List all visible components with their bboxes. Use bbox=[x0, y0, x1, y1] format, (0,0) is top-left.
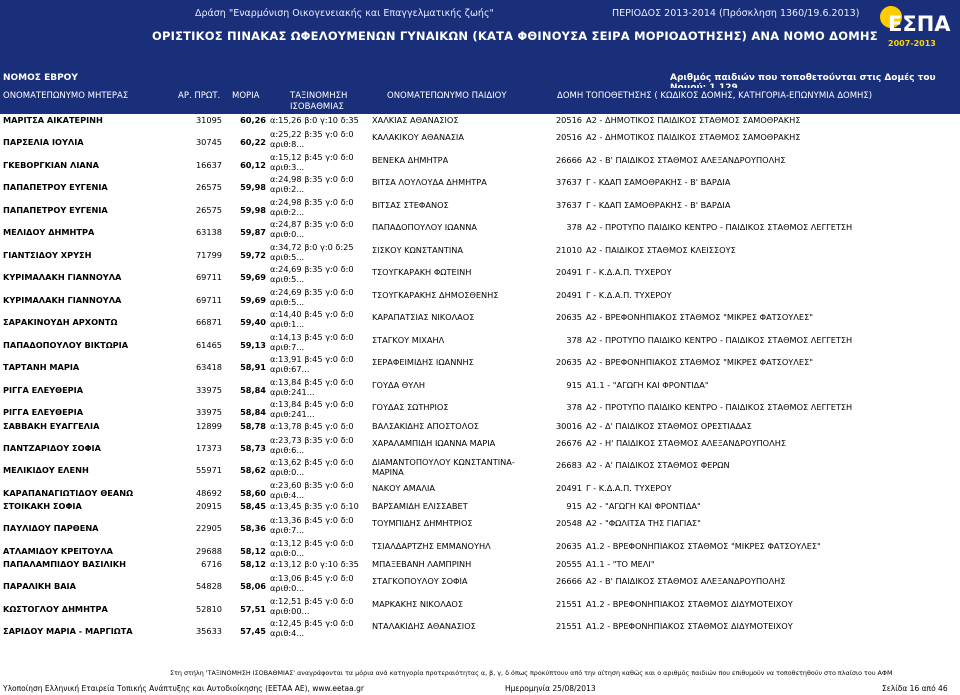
structure-code: 378 bbox=[566, 334, 582, 345]
structure-name: Γ - Κ.Δ.Α.Π. ΤΥΧΕΡΟΥ bbox=[586, 267, 672, 277]
mother-name: ΚΩΣΤΟΓΛΟΥ ΔΗΜΗΤΡΑ bbox=[3, 603, 108, 614]
child-name: ΣΙΣΚΟΥ ΚΩΝΣΤΑΝΤΙΝΑ bbox=[372, 244, 463, 255]
ranking-line-2: αριθ:67... bbox=[270, 364, 310, 374]
mother-name: ΑΤΛΑΜΙΔΟΥ ΚΡΕΙΤΟΥΛΑ bbox=[3, 545, 113, 556]
child-name: ΣΤΑΓΚΟΥ ΜΙΧΑΗΛ bbox=[372, 334, 445, 345]
structure-name: Α2 - Η' ΠΑΙΔΙΚΟΣ ΣΤΑΘΜΟΣ ΑΛΕΞΑΝΔΡΟΥΠΟΛΗΣ bbox=[586, 437, 787, 448]
column-headers bbox=[0, 88, 960, 114]
ranking-line-2: αριθ:00... bbox=[270, 605, 310, 616]
child-name: ΜΑΡΚΑΚΗΣ ΝΙΚΟΛΑΟΣ bbox=[372, 598, 464, 609]
ranking-line-2: αριθ:2... bbox=[270, 184, 305, 194]
col-ranking-1: ΤΑΞΙΝΟΜΗΣΗ bbox=[290, 91, 348, 101]
structure-name: Α2 - ΠΑΙΔΙΚΟΣ ΣΤΑΘΜΟΣ ΚΛΕΙΣΣΟΥΣ bbox=[586, 244, 736, 255]
ranking-line-1: α:24,98 β:35 γ:0 δ:0 bbox=[270, 196, 354, 207]
mother-name: ΜΑΡΙΤΣΑ ΑΙΚΑΤΕΡΙΝΗ bbox=[3, 115, 103, 125]
protocol-number: 29688 bbox=[195, 545, 222, 556]
child-name: ΤΣΟΥΓΚΑΡΑΚΗΣ ΔΗΜΟΣΘΕΝΗΣ bbox=[372, 289, 499, 300]
structure-code: 20635 bbox=[555, 540, 582, 551]
table-row bbox=[0, 594, 960, 617]
score: 59,87 bbox=[240, 227, 266, 237]
structure-name: Α2 - ΔΗΜΟΤΙΚΟΣ ΠΑΙΔΙΚΟΣ ΣΤΑΘΜΟΣ ΣΑΜΟΘΡΑΚΗΣ bbox=[586, 115, 801, 125]
mother-name: ΚΥΡΙΜΑΛΑΚΗ ΓΙΑΝΝΟΥΛΑ bbox=[3, 272, 122, 282]
table-row bbox=[0, 558, 960, 571]
score: 58,06 bbox=[240, 581, 266, 591]
ranking-line-2: αριθ:1... bbox=[270, 319, 305, 329]
ranking-line-1: α:13,06 β:45 γ:0 δ:0 bbox=[270, 573, 354, 583]
ranking-line-1: α:12,51 β:45 γ:0 δ:0 bbox=[270, 595, 354, 606]
structure-name: Γ - ΚΔΑΠ ΣΑΜΟΘΡΑΚΗΣ - Β' ΒΑΡΔΙΑ bbox=[586, 199, 731, 210]
structure-code: 21010 bbox=[555, 244, 582, 255]
page-title: ΟΡΙΣΤΙΚΟΣ ΠΙΝΑΚΑΣ ΩΦΕΛΟΥΜΕΝΩΝ ΓΥΝΑΙΚΩΝ (ΚΑΤΑ ΦΘΙΝΟΥΣΑ ΣΕΙΡΑ ΜΟΡΙΟΔΟΤΗΣΗΣ) ΑΝΑ ΝΟΜΟ ΔΟΜΗΣ bbox=[152, 29, 878, 43]
child-name: ΤΟΥΜΠΙΔΗΣ ΔΗΜΗΤΡΙΟΣ bbox=[372, 518, 473, 528]
protocol-number: 52810 bbox=[195, 603, 222, 614]
ranking-line-1: α:14,13 β:45 γ:0 δ:0 bbox=[270, 331, 354, 342]
mother-name: ΠΑΠΑΛΑΜΠΙΔΟΥ ΒΑΣΙΛΙΚΗ bbox=[3, 559, 126, 569]
ranking-line-1: α:13,84 β:45 γ:0 δ:0 bbox=[270, 376, 354, 387]
score: 60,26 bbox=[240, 115, 266, 125]
table-row bbox=[0, 478, 960, 501]
score: 58,62 bbox=[240, 465, 266, 475]
mother-name: ΠΑΥΛΙΔΟΥ ΠΑΡΘΕΝΑ bbox=[3, 523, 99, 533]
footer-note: Στη στήλη 'ΤΑΞΙΝΟΜΗΣΗ ΙΣΟΒΑΘΜΙΑΣ' αναγράφονται τα μόρια ανά κατηγορία προτεραιότητας α, β, γ, δ όπως προκύπτουν από την αίτηση καθώς και ο αριθμός παιδιών που επιθυμούν να τοποθετηθούν στο πλαίσιο του ΑΦΜ bbox=[170, 669, 893, 677]
structure-name: Α2 - Β' ΠΑΙΔΙΚΟΣ ΣΤΑΘΜΟΣ ΑΛΕΞΑΝΔΡΟΥΠΟΛΗΣ bbox=[586, 576, 786, 586]
child-name: ΤΣΟΥΓΚΑΡΑΚΗ ΦΩΤΕΙΝΗ bbox=[372, 267, 472, 277]
protocol-number: 55971 bbox=[195, 465, 222, 475]
structure-name: Α1.1 - "ΤΟ ΜΕΛΙ" bbox=[586, 559, 655, 569]
protocol-number: 48692 bbox=[195, 487, 222, 498]
mother-name: ΜΕΛΙΚΙΔΟΥ ΕΛΕΝΗ bbox=[3, 465, 89, 475]
score: 58,12 bbox=[240, 545, 266, 556]
structure-name: Α2 - ΔΗΜΟΤΙΚΟΣ ΠΑΙΔΙΚΟΣ ΣΤΑΘΜΟΣ ΣΑΜΟΘΡΑΚΗΣ bbox=[586, 132, 801, 142]
structure-code: 915 bbox=[566, 501, 582, 511]
structure-code: 37637 bbox=[555, 177, 582, 187]
structure-code: 20516 bbox=[555, 132, 582, 142]
ranking-line-2: αριθ:0... bbox=[270, 229, 305, 239]
structure-code: 378 bbox=[566, 222, 582, 232]
score: 59,98 bbox=[240, 182, 266, 192]
footer-company: Υλοποίηση Ελληνική Εταιρεία Τοπικής Ανάπτυξης και Αυτοδιοίκησης (ΕΕΤΑΑ ΑΕ), www.eetaa.gr bbox=[3, 684, 364, 693]
score: 59,98 bbox=[240, 204, 266, 215]
child-name: ΣΤΑΓΚΟΠΟΥΛΟΥ ΣΟΦΙΑ bbox=[372, 576, 468, 586]
protocol-number: 54828 bbox=[195, 581, 222, 591]
ranking-line-2: αριθ:7... bbox=[270, 341, 305, 352]
table-row bbox=[0, 114, 960, 127]
score: 58,36 bbox=[240, 523, 266, 533]
table-row bbox=[0, 513, 960, 536]
ranking-line-1: α:23,73 β:35 γ:0 δ:0 bbox=[270, 434, 354, 445]
score: 59,13 bbox=[240, 339, 266, 350]
table-row bbox=[0, 330, 960, 353]
structure-name: Α1.2 - ΒΡΕΦΟΝΗΠΙΑΚΟΣ ΣΤΑΘΜΟΣ ΔΙΔΥΜΟΤΕΙΧΟΥ bbox=[586, 621, 793, 631]
structure-code: 26666 bbox=[555, 154, 582, 165]
ranking-line-2: αριθ:8... bbox=[270, 139, 305, 149]
espa-logo-years: 2007-2013 bbox=[888, 39, 936, 48]
structure-code: 30016 bbox=[555, 420, 582, 431]
table-row bbox=[0, 195, 960, 218]
score: 59,69 bbox=[240, 272, 266, 282]
ranking-line-1: α:13,12 β:0 γ:10 δ:35 bbox=[270, 559, 359, 569]
child-name: ΓΟΥΔΑ ΘΥΛΗ bbox=[372, 379, 426, 390]
ranking-line-2: αριθ:0... bbox=[270, 583, 305, 593]
child-name: ΧΑΛΚΙΑΣ ΑΘΑΝΑΣΙΟΣ bbox=[372, 115, 459, 125]
structure-name: Α2 - Β' ΠΑΙΔΙΚΟΣ ΣΤΑΘΜΟΣ ΑΛΕΞΑΝΔΡΟΥΠΟΛΗΣ bbox=[586, 154, 786, 165]
ranking-line-1: α:13,62 β:45 γ:0 δ:0 bbox=[270, 457, 354, 467]
protocol-number: 6716 bbox=[201, 559, 222, 569]
child-name: ΜΠΑΞΕΒΑΝΗ ΛΑΜΠΡΙΝΗ bbox=[372, 559, 472, 569]
ranking-line-1: α:13,36 β:45 γ:0 δ:0 bbox=[270, 515, 354, 525]
structure-name: Α1.2 - ΒΡΕΦΟΝΗΠΙΑΚΟΣ ΣΤΑΘΜΟΣ "ΜΙΚΡΕΣ ΦΑΤΣΟΥΛΕΣ" bbox=[586, 540, 821, 551]
structure-code: 26666 bbox=[555, 576, 582, 586]
protocol-number: 26575 bbox=[195, 182, 222, 192]
mother-name: ΣΑΡΑΚΙΝΟΥΔΗ ΑΡΧΟΝΤΩ bbox=[3, 317, 118, 327]
child-name: ΒΕΝΕΚΑ ΔΗΜΗΤΡΑ bbox=[372, 154, 449, 165]
child-name: ΤΣΙΑΛΔΑΡΤΖΗΣ ΕΜΜΑΝΟΥΗΛ bbox=[372, 540, 491, 551]
ranking-line-1: α:13,45 β:35 γ:0 δ:10 bbox=[270, 501, 359, 511]
ranking-line-2: αριθ:7... bbox=[270, 525, 305, 535]
period-title: ΠΕΡΙΟΔΟΣ 2013-2014 (Πρόσκληση 1360/19.6.2013) bbox=[612, 8, 860, 19]
table-row bbox=[0, 127, 960, 150]
child-name: ΒΙΤΣΑ ΛΟΥΛΟΥΔΑ ΔΗΜΗΤΡΑ bbox=[372, 177, 487, 187]
espa-logo bbox=[880, 6, 954, 62]
ranking-line-1: α:15,12 β:45 γ:0 δ:0 bbox=[270, 151, 354, 162]
structure-code: 21551 bbox=[555, 621, 582, 631]
table-row bbox=[0, 307, 960, 330]
protocol-number: 16637 bbox=[195, 159, 222, 170]
ranking-line-2: αριθ:3... bbox=[270, 161, 305, 172]
table-row bbox=[0, 375, 960, 398]
ranking-line-2: αριθ:5... bbox=[270, 274, 305, 284]
score: 59,69 bbox=[240, 294, 266, 305]
score: 59,40 bbox=[240, 317, 266, 327]
structure-code: 26683 bbox=[555, 460, 582, 470]
child-name: ΧΑΡΑΛΑΜΠΙΔΗ ΙΩΑΝΝΑ ΜΑΡΙΑ bbox=[372, 437, 496, 448]
col-structure: ΔΟΜΗ ΤΟΠΟΘΕΤΗΣΗΣ ( ΚΩΔΙΚΟΣ ΔΟΜΗΣ, ΚΑΤΗΓΟΡΙΑ-ΕΠΩΝΥΜΙΑ ΔΟΜΗΣ) bbox=[557, 91, 873, 101]
ranking-line-1: α:34,72 β:0 γ:0 δ:25 bbox=[270, 241, 354, 252]
structure-name: Α2 - ΠΡΟΤΥΠΟ ΠΑΙΔΙΚΟ ΚΕΝΤΡΟ - ΠΑΙΔΙΚΟΣ ΣΤΑΘΜΟΣ ΛΕΓΓΕΤΣΗ bbox=[586, 402, 853, 412]
col-score: ΜΟΡΙΑ bbox=[232, 91, 260, 101]
prefecture-label: ΝΟΜΟΣ ΕΒΡΟΥ bbox=[3, 73, 78, 83]
table-row bbox=[0, 240, 960, 263]
ranking-line-1: α:13,84 β:45 γ:0 δ:0 bbox=[270, 399, 354, 409]
ranking-line-2: αριθ:5... bbox=[270, 251, 305, 262]
structure-name: Α2 - "ΦΩΛΙΤΣΑ ΤΗΣ ΓΙΑΓΙΑΣ" bbox=[586, 518, 701, 528]
structure-code: 20635 bbox=[555, 357, 582, 367]
footer-page-number: Σελίδα 16 από 46 bbox=[882, 684, 948, 693]
child-name: ΠΑΠΑΔΟΠΟΥΛΟΥ ΙΩΑΝΝΑ bbox=[372, 222, 477, 232]
structure-name: Α2 - ΒΡΕΦΟΝΗΠΙΑΚΟΣ ΣΤΑΘΜΟΣ "ΜΙΚΡΕΣ ΦΑΤΣΟΥΛΕΣ" bbox=[586, 357, 814, 367]
structure-code: 20635 bbox=[555, 312, 582, 322]
mother-name: ΣΤΟΙΚΑΚΗ ΣΟΦΙΑ bbox=[3, 501, 82, 511]
ranking-line-1: α:24,69 β:35 γ:0 δ:0 bbox=[270, 264, 354, 274]
ranking-line-1: α:24,87 β:35 γ:0 δ:0 bbox=[270, 219, 354, 229]
structure-name: Α2 - ΠΡΟΤΥΠΟ ΠΑΙΔΙΚΟ ΚΕΝΤΡΟ - ΠΑΙΔΙΚΟΣ ΣΤΑΘΜΟΣ ΛΕΓΓΕΤΣΗ bbox=[586, 222, 853, 232]
espa-logo-text: ΕΣΠΑ bbox=[888, 12, 951, 36]
col-ranking-2: ΙΣΟΒΑΘΜΙΑΣ bbox=[290, 102, 344, 112]
structure-code: 20555 bbox=[555, 559, 582, 569]
mother-name: ΠΑΠΑΠΕΤΡΟΥ ΕΥΓΕΝΙΑ bbox=[3, 204, 108, 215]
structure-name: Α1.1 - "ΑΓΩΓΗ ΚΑΙ ΦΡΟΝΤΙΔΑ" bbox=[586, 379, 709, 390]
ranking-line-1: α:23,60 β:35 γ:0 δ:0 bbox=[270, 479, 354, 490]
ranking-line-1: α:24,69 β:35 γ:0 δ:0 bbox=[270, 286, 354, 297]
table-row bbox=[0, 571, 960, 594]
table-row bbox=[0, 352, 960, 375]
score: 58,84 bbox=[240, 407, 266, 417]
child-name: ΚΑΡΑΠΑΤΣΙΑΣ ΝΙΚΟΛΑΟΣ bbox=[372, 312, 475, 322]
mother-name: ΚΑΡΑΠΑΝΑΓΙΩΤΙΔΟΥ ΘΕΑΝΩ bbox=[3, 487, 134, 498]
structure-code: 20491 bbox=[555, 267, 582, 277]
score: 58,60 bbox=[240, 487, 266, 498]
table-row bbox=[0, 433, 960, 456]
table-row bbox=[0, 420, 960, 433]
table-row bbox=[0, 397, 960, 420]
col-child: ΟΝΟΜΑΤΕΠΩΝΥΜΟ ΠΑΙΔΙΟΥ bbox=[387, 91, 507, 101]
protocol-number: 22905 bbox=[195, 523, 222, 533]
table-row bbox=[0, 500, 960, 513]
ranking-line-1: α:14,40 β:45 γ:0 δ:0 bbox=[270, 309, 354, 319]
ranking-line-1: α:25,22 β:35 γ:0 δ:0 bbox=[270, 129, 354, 139]
child-name: ΝΑΚΟΥ ΑΜΑΛΙΑ bbox=[372, 482, 436, 493]
ranking-line-2: αριθ:0... bbox=[270, 547, 305, 558]
ranking-line-2: αριθ:241... bbox=[270, 386, 315, 397]
mother-name: ΠΑΡΑΛΙΚΗ ΒΑΙΑ bbox=[3, 581, 76, 591]
child-name: ΒΙΤΣΑΣ ΣΤΕΦΑΝΟΣ bbox=[372, 199, 449, 210]
table-row bbox=[0, 536, 960, 559]
protocol-number: 63138 bbox=[195, 227, 222, 237]
score: 58,73 bbox=[240, 442, 266, 453]
page-footer bbox=[0, 667, 960, 695]
structure-name: Γ - ΚΔΑΠ ΣΑΜΟΘΡΑΚΗΣ - Β' ΒΑΡΔΙΑ bbox=[586, 177, 731, 187]
protocol-number: 63418 bbox=[195, 362, 222, 372]
protocol-number: 33975 bbox=[195, 384, 222, 395]
mother-name: ΣΑΡΙΔΟΥ ΜΑΡΙΑ - ΜΑΡΓΙΩΤΑ bbox=[3, 626, 133, 636]
project-title: Δράση "Εναρμόνιση Οικογενειακής και Επαγγελματικής ζωής" bbox=[195, 8, 494, 19]
score: 60,22 bbox=[240, 137, 266, 147]
structure-name: Α2 - "ΑΓΩΓΗ ΚΑΙ ΦΡΟΝΤΙΔΑ" bbox=[586, 501, 701, 511]
structure-code: 21551 bbox=[555, 598, 582, 609]
child-name: ΝΤΑΛΑΚΙΔΗΣ ΑΘΑΝΑΣΙΟΣ bbox=[372, 621, 476, 631]
mother-name: ΡΙΓΓΑ ΕΛΕΥΘΕΡΙΑ bbox=[3, 407, 84, 417]
ranking-line-2: αριθ:2... bbox=[270, 206, 305, 217]
ranking-line-1: α:13,12 β:45 γ:0 δ:0 bbox=[270, 537, 354, 548]
ranking-line-1: α:24,98 β:35 γ:0 δ:0 bbox=[270, 174, 354, 184]
protocol-number: 17373 bbox=[195, 442, 222, 453]
protocol-number: 35633 bbox=[195, 626, 222, 636]
ranking-line-2: αριθ:5... bbox=[270, 296, 305, 307]
child-name: ΚΑΛΑΚΙΚΟΥ ΑΘΑΝΑΣΙΑ bbox=[372, 132, 464, 142]
score: 59,72 bbox=[240, 249, 266, 260]
score: 58,12 bbox=[240, 559, 266, 569]
table-row bbox=[0, 616, 960, 639]
col-mother: ΟΝΟΜΑΤΕΠΩΝΥΜΟ ΜΗΤΕΡΑΣ bbox=[3, 91, 129, 101]
ranking-line-1: α:13,78 β:45 γ:0 δ:0 bbox=[270, 420, 354, 431]
protocol-number: 69711 bbox=[195, 294, 222, 305]
table-row bbox=[0, 262, 960, 285]
child-name-continued: ΜΑΡΙΝΑ bbox=[372, 467, 404, 477]
ranking-line-2: αριθ:4... bbox=[270, 489, 305, 500]
structure-code: 20516 bbox=[555, 115, 582, 125]
mother-name: ΤΑΡΤΑΝΗ ΜΑΡΙΑ bbox=[3, 362, 80, 372]
mother-name: ΡΙΓΓΑ ΕΛΕΥΘΕΡΙΑ bbox=[3, 384, 84, 395]
structure-code: 20491 bbox=[555, 289, 582, 300]
table-row bbox=[0, 150, 960, 173]
ranking-line-2: αριθ:6... bbox=[270, 444, 305, 455]
ranking-line-2: αριθ:4... bbox=[270, 628, 305, 638]
table-row bbox=[0, 455, 960, 478]
structure-name: Α2 - ΒΡΕΦΟΝΗΠΙΑΚΟΣ ΣΤΑΘΜΟΣ "ΜΙΚΡΕΣ ΦΑΤΣΟΥΛΕΣ" bbox=[586, 312, 814, 322]
children-count: Αριθμός παιδιών που τοποθετούνται στις Δομές του bbox=[670, 73, 936, 83]
protocol-number: 71799 bbox=[195, 249, 222, 260]
child-name: ΔΙΑΜΑΝΤΟΠΟΥΛΟΥ ΚΩΝΣΤΑΝΤΙΝΑ- bbox=[372, 457, 515, 467]
footer-date: Ημερομηνία 25/08/2013 bbox=[505, 684, 596, 693]
mother-name: ΠΑΝΤΖΑΡΙΔΟΥ ΣΟΦΙΑ bbox=[3, 442, 101, 453]
structure-name: Α1.2 - ΒΡΕΦΟΝΗΠΙΑΚΟΣ ΣΤΑΘΜΟΣ ΔΙΔΥΜΟΤΕΙΧΟΥ bbox=[586, 598, 793, 609]
col-ar: ΑΡ. ΠΡΩΤ. bbox=[178, 91, 221, 101]
mother-name: ΠΑΠΑΔΟΠΟΥΛΟΥ ΒΙΚΤΩΡΙΑ bbox=[3, 339, 129, 350]
ranking-line-2: αριθ:241... bbox=[270, 409, 315, 419]
structure-code: 378 bbox=[566, 402, 582, 412]
structure-name: Α2 - ΠΡΟΤΥΠΟ ΠΑΙΔΙΚΟ ΚΕΝΤΡΟ - ΠΑΙΔΙΚΟΣ ΣΤΑΘΜΟΣ ΛΕΓΓΕΤΣΗ bbox=[586, 334, 853, 345]
child-name: ΓΟΥΔΑΣ ΣΩΤΗΡΙΟΣ bbox=[372, 402, 449, 412]
score: 57,45 bbox=[240, 626, 266, 636]
mother-name: ΠΑΠΑΠΕΤΡΟΥ ΕΥΓΕΝΙΑ bbox=[3, 182, 108, 192]
score: 58,84 bbox=[240, 384, 266, 395]
ranking-line-2: αριθ:0... bbox=[270, 467, 305, 477]
protocol-number: 33975 bbox=[195, 407, 222, 417]
structure-code: 26676 bbox=[555, 437, 582, 448]
ranking-line-1: α:15,26 β:0 γ:10 δ:35 bbox=[270, 115, 359, 125]
structure-code: 20491 bbox=[555, 482, 582, 493]
beneficiary-table bbox=[0, 114, 960, 639]
table-row bbox=[0, 285, 960, 308]
prefecture-bar bbox=[0, 68, 960, 88]
protocol-number: 31095 bbox=[195, 115, 222, 125]
ranking-line-1: α:13,91 β:45 γ:0 δ:0 bbox=[270, 354, 354, 364]
score: 57,51 bbox=[240, 603, 266, 614]
mother-name: ΓΙΑΝΤΣΙΔΟΥ ΧΡΥΣΗ bbox=[3, 249, 92, 260]
structure-code: 915 bbox=[566, 379, 582, 390]
mother-name: ΚΥΡΙΜΑΛΑΚΗ ΓΙΑΝΝΟΥΛΑ bbox=[3, 294, 122, 305]
score: 58,45 bbox=[240, 501, 266, 511]
structure-name: Γ - Κ.Δ.Α.Π. ΤΥΧΕΡΟΥ bbox=[586, 289, 672, 300]
table-row bbox=[0, 172, 960, 195]
protocol-number: 66871 bbox=[195, 317, 222, 327]
structure-code: 37637 bbox=[555, 199, 582, 210]
mother-name: ΜΕΛΙΔΟΥ ΔΗΜΗΤΡΑ bbox=[3, 227, 95, 237]
score: 60,12 bbox=[240, 159, 266, 170]
child-name: ΣΕΡΑΦΕΙΜΙΔΗΣ ΙΩΑΝΝΗΣ bbox=[372, 357, 474, 367]
protocol-number: 61465 bbox=[195, 339, 222, 350]
table-row bbox=[0, 217, 960, 240]
protocol-number: 69711 bbox=[195, 272, 222, 282]
structure-name: Α2 - Α' ΠΑΙΔΙΚΟΣ ΣΤΑΘΜΟΣ ΦΕΡΩΝ bbox=[586, 460, 730, 470]
score: 58,78 bbox=[240, 420, 266, 431]
mother-name: ΣΑΒΒΑΚΗ ΕΥΑΓΓΕΛΙΑ bbox=[3, 420, 100, 431]
structure-code: 20548 bbox=[555, 518, 582, 528]
mother-name: ΠΑΡΣΕΛΙΑ ΙΟΥΛΙΑ bbox=[3, 137, 84, 147]
child-name: ΒΑΡΣΑΜΙΔΗ ΕΛΙΣΣΑΒΕΤ bbox=[372, 501, 468, 511]
mother-name: ΓΚΕΒΟΡΓΚΙΑΝ ΛΙΑΝΑ bbox=[3, 159, 99, 170]
protocol-number: 12899 bbox=[195, 420, 222, 431]
child-name: ΒΑΛΣΑΚΙΔΗΣ ΑΠΟΣΤΟΛΟΣ bbox=[372, 420, 479, 431]
protocol-number: 20915 bbox=[195, 501, 222, 511]
structure-name: Α2 - Δ' ΠΑΙΔΙΚΟΣ ΣΤΑΘΜΟΣ ΟΡΕΣΤΙΑΔΑΣ bbox=[586, 420, 752, 431]
protocol-number: 26575 bbox=[195, 204, 222, 215]
protocol-number: 30745 bbox=[195, 137, 222, 147]
header-bar bbox=[0, 0, 960, 68]
ranking-line-1: α:12,45 β:45 γ:0 δ:0 bbox=[270, 618, 354, 628]
structure-name: Γ - Κ.Δ.Α.Π. ΤΥΧΕΡΟΥ bbox=[586, 482, 672, 493]
score: 58,91 bbox=[240, 362, 266, 372]
